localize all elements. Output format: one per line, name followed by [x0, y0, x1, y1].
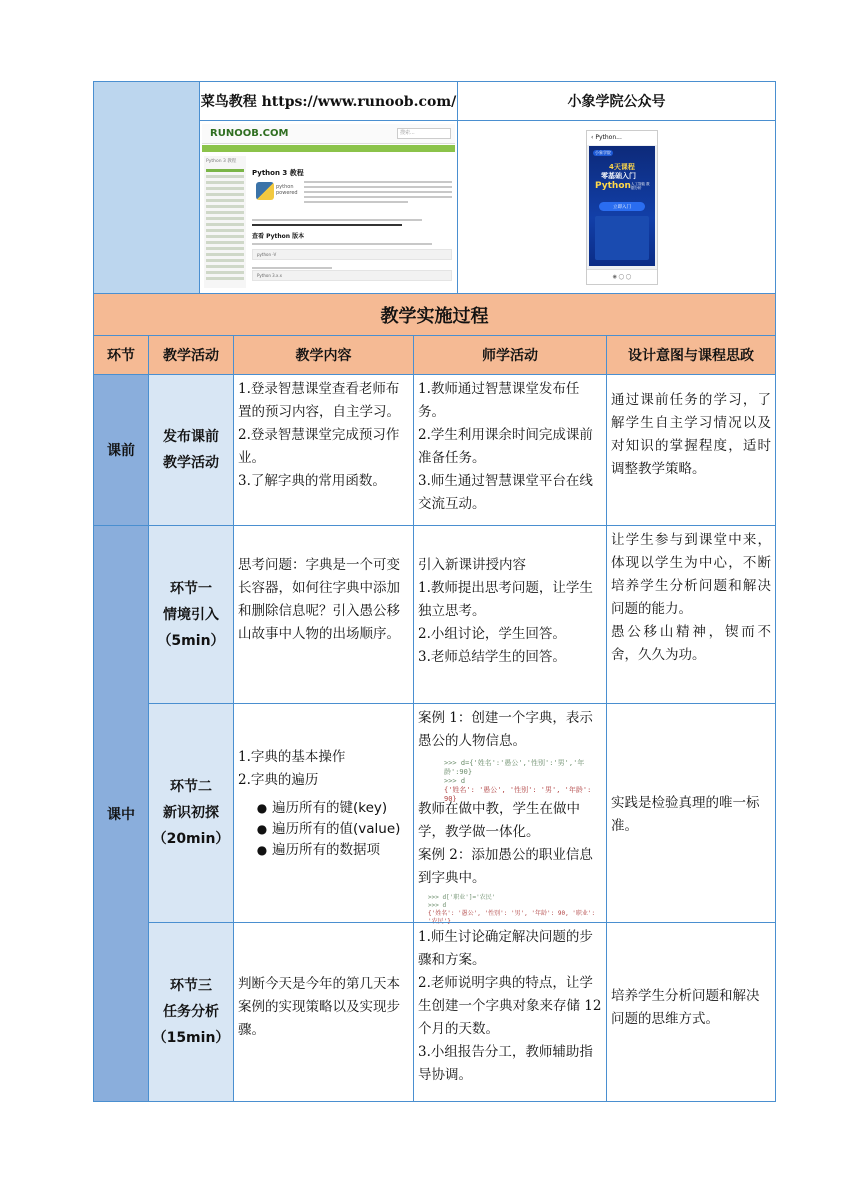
runoob-label-cell	[199, 81, 458, 121]
stage-in-class: 课中	[107, 806, 135, 823]
header-ts-label: 师学活动	[482, 348, 538, 364]
runoob-header	[202, 124, 455, 144]
runoob-code-text-2: Python 3.x.x	[257, 273, 282, 278]
content-step1-cell	[233, 525, 414, 704]
ts-step2-case2: 案例 2：添加愚公的职业信息到字典中。	[418, 847, 593, 886]
bullet-items-label: 遍历所有的数据项	[272, 842, 380, 858]
ts-step1-item-2: 1.教师提出思考问题，让学生独立思考。	[418, 580, 593, 619]
code-1-line-b: >>> d	[444, 777, 466, 785]
runoob-article-heading: Python 3 教程	[252, 169, 304, 177]
runoob-navbar	[202, 145, 455, 152]
content-step1: 思考问题：字典是一个可变长容器，如何往字典中添加和删除信息呢？引入愚公移山故事中人物的出场顺序。	[238, 557, 400, 642]
wechat-label-cell	[457, 81, 776, 121]
content-step2-line-2: 2.字典的遍历	[238, 772, 319, 788]
activity-pre-cell	[148, 374, 234, 526]
wechat-poster	[589, 146, 655, 266]
activity-step3-cell	[148, 922, 234, 1102]
design-step3-cell	[606, 922, 776, 1102]
header-content-label: 教学内容	[295, 348, 352, 364]
runoob-code-text-1: python -V	[257, 252, 277, 257]
code-2-line-c: {'姓名': '愚公', '性别': '男', '年龄': 90, '职业': '农民'}	[428, 910, 596, 925]
ts-step1-item-4: 3.老师总结学生的回答。	[418, 649, 566, 665]
ts-pre-cell	[413, 374, 607, 526]
runoob-search-box	[397, 128, 451, 139]
bullet-keys	[252, 798, 414, 819]
ts-pre-item-1: 1.教师通过智慧课堂发布任务。	[418, 381, 580, 420]
wechat-title: Python...	[595, 134, 622, 141]
bullet-values-label: 遍历所有的值(value)	[272, 821, 401, 837]
runoob-article	[252, 160, 452, 288]
ts-step3-item-3: 3.小组报告分工，教师辅助指导协调。	[418, 1044, 593, 1083]
bullet-items	[252, 840, 414, 861]
content-pre-cell	[233, 374, 414, 526]
runoob-code-box-2	[252, 270, 452, 281]
runoob-label[interactable]: 菜鸟教程 https://www.runoob.com/	[200, 94, 457, 110]
bullet-dot-icon: ●	[256, 843, 268, 857]
code-1-line-a: >>> d={'姓名':'愚公','性别':'男','年龄':90}	[444, 759, 585, 776]
ts-step2-practice: 教师在做中教，学生在做中学，教学做一体化。	[418, 801, 580, 840]
ts-pre-item-2: 2.学生利用课余时间完成课前准备任务。	[418, 427, 593, 466]
ts-step3-item-1: 1.师生讨论确定解决问题的步骤和方案。	[418, 929, 593, 968]
runoob-search-text: 搜索...	[400, 130, 415, 136]
runoob-notes	[252, 216, 452, 229]
content-step3-cell	[233, 922, 414, 1102]
ts-step3-cell	[413, 922, 607, 1102]
header-activity	[148, 335, 234, 375]
activity-pre-line-1: 发布课前	[163, 429, 219, 445]
ts-step2-cell	[413, 703, 607, 923]
activity-step1-line-3: （5min）	[157, 632, 225, 649]
code-2-line-b: >>> d	[428, 902, 447, 909]
activity-pre-line-2: 教学活动	[163, 455, 219, 471]
header-activity-label: 教学活动	[163, 348, 219, 364]
python-logo-text: python powered	[276, 184, 298, 196]
design-pre: 通过课前任务的学习，了解学生自主学习情况以及对知识的掌握程度，适时调整教学策略。	[611, 392, 771, 477]
wechat-screenshot-cell	[457, 120, 776, 294]
process-title-cell	[93, 293, 776, 336]
design-step1-2: 愚公移山精神，锲而不舍，久久为功。	[611, 624, 771, 663]
ts-step1-item-1: 引入新课讲授内容	[418, 557, 526, 573]
ts-step1-item-3: 2.小组讨论，学生回答。	[418, 626, 566, 642]
bullet-keys-label: 遍历所有的键(key)	[272, 800, 388, 816]
content-step3: 判断今天是今年的第几天本案例的实现策略以及实现步骤。	[238, 976, 400, 1038]
activity-step1-line-2: 情境引入	[162, 606, 219, 623]
bullet-dot-icon: ●	[256, 801, 268, 815]
activity-step2-line-1: 环节二	[170, 779, 212, 795]
runoob-sidebar	[204, 156, 246, 288]
stage-pre: 课前	[107, 443, 135, 459]
content-pre-item-2: 2.登录智慧课堂完成预习作业。	[238, 427, 400, 466]
ts-pre-item-3: 3.师生通过智慧课堂平台在线交流互动。	[418, 473, 593, 512]
resource-side-cell	[93, 81, 200, 294]
activity-step3-line-2: 任务分析	[163, 1004, 219, 1020]
runoob-section-heading: 查看 Python 版本	[252, 233, 305, 240]
chat-icon[interactable]: ◉ ◯ ◯	[612, 274, 632, 280]
runoob-logo: RUNOOB.COM	[210, 128, 289, 139]
activity-step1-line-1: 环节一	[169, 580, 212, 597]
header-design	[606, 335, 776, 375]
content-pre-item-3: 3.了解字典的常用函数。	[238, 473, 386, 489]
stage-pre-cell	[93, 374, 149, 526]
activity-step1-cell	[148, 525, 234, 704]
wechat-button[interactable]: 立即入门	[599, 202, 645, 211]
design-step2-cell	[606, 703, 776, 923]
ts-step1-cell	[413, 525, 607, 704]
wechat-badge: 小象学院	[595, 150, 611, 155]
ts-step2-case1: 案例 1：创建一个字典，表示愚公的人物信息。	[418, 710, 593, 749]
bullet-values	[252, 819, 414, 840]
activity-step2-line-3: （20min）	[152, 831, 230, 847]
bullet-dot-icon: ●	[256, 822, 268, 836]
content-step2-cell	[233, 703, 414, 923]
activity-step2-cell	[148, 703, 234, 923]
wechat-headline-1: 4天课程	[609, 163, 635, 171]
header-stage	[93, 335, 149, 375]
runoob-intro-text	[304, 178, 452, 206]
header-stage-label: 环节	[107, 348, 135, 364]
activity-step3-line-1: 环节三	[170, 978, 212, 994]
code-1-line-c: {'姓名': '愚公', '性别': '男', '年龄': 90}	[444, 786, 592, 803]
design-step1-1: 让学生参与到课堂中来，体现以学生为中心，不断培养学生分析问题和解决问题的能力。	[611, 532, 771, 617]
wechat-label: 小象学院公众号	[567, 94, 666, 110]
python-logo-icon	[256, 182, 274, 200]
runoob-section-text	[252, 240, 452, 248]
stage-in-class-cell	[93, 525, 149, 1102]
design-step1-cell	[606, 525, 776, 704]
wechat-title-bar	[587, 131, 657, 145]
process-title: 教学实施过程	[380, 305, 489, 327]
activity-step2-line-2: 新识初探	[163, 805, 219, 821]
wechat-list	[595, 216, 649, 260]
wechat-bottom-bar	[587, 269, 657, 284]
design-step3: 培养学生分析问题和解决问题的思维方式。	[611, 988, 760, 1027]
content-pre-item-1: 1.登录智慧课堂查看老师布置的预习内容，自主学习。	[238, 381, 400, 420]
wechat-headline-4: 人工智能 数据分析	[631, 182, 650, 190]
header-content	[233, 335, 414, 375]
runoob-screenshot	[202, 124, 455, 290]
code-2-line-a: >>> d['职业']='农民'	[428, 894, 496, 901]
wechat-headline-2: 零基础入门	[601, 172, 636, 180]
back-icon[interactable]: ‹	[591, 134, 594, 141]
runoob-code-box-1	[252, 249, 452, 260]
runoob-screenshot-cell	[199, 120, 458, 294]
ts-step3-item-2: 2.老师说明字典的特点，让学生创建一个字典对象来存储 12 个月的天数。	[418, 975, 602, 1037]
wechat-headline-3: Python	[595, 181, 631, 191]
header-teacher-student	[413, 335, 607, 375]
wechat-phone	[586, 130, 658, 285]
design-step2: 实践是检验真理的唯一标准。	[611, 795, 760, 834]
content-step2-line-1: 1.字典的基本操作	[238, 749, 346, 765]
design-pre-cell	[606, 374, 776, 526]
activity-step3-line-3: （15min）	[152, 1030, 230, 1046]
runoob-sidebar-title: Python 3 教程	[206, 159, 237, 164]
header-design-label: 设计意图与课程思政	[628, 348, 754, 364]
